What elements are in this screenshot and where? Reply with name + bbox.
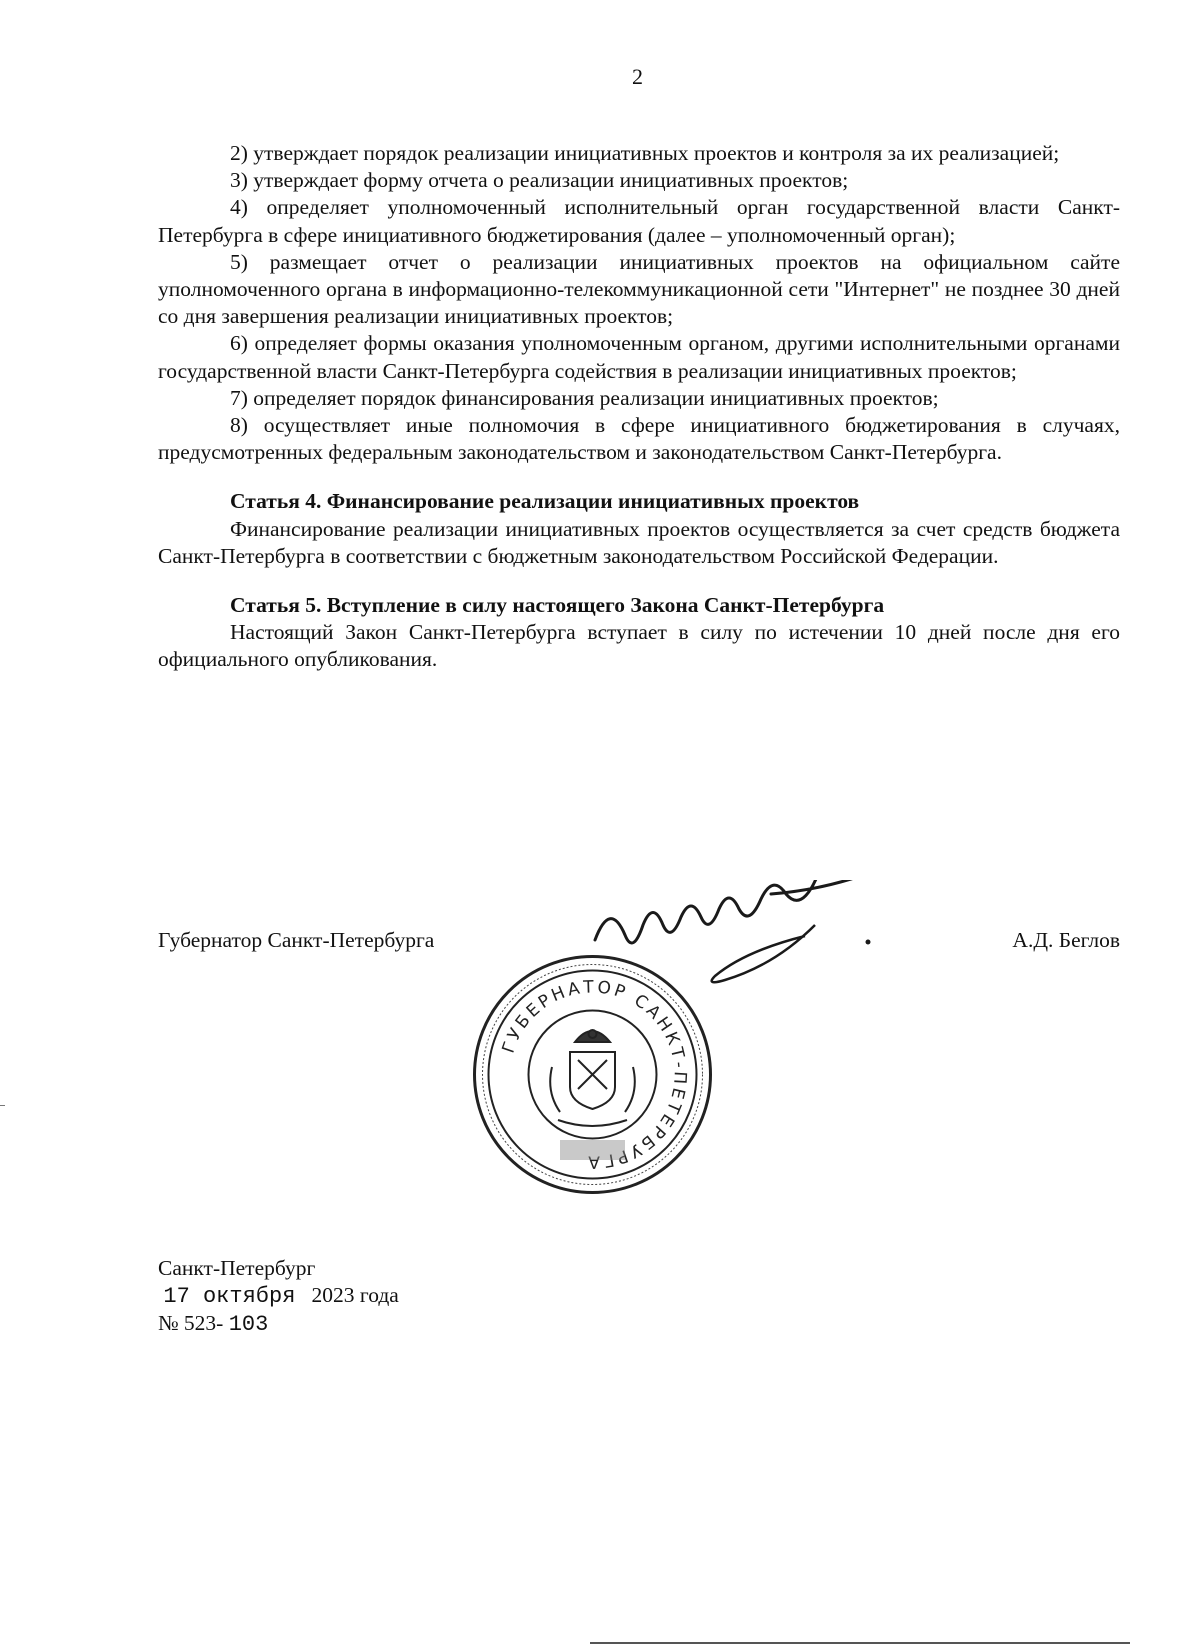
page-number: 2 bbox=[632, 64, 643, 89]
coat-of-arms-icon bbox=[550, 1030, 635, 1126]
number-value: 103 bbox=[228, 1312, 269, 1337]
list-item: 2) утверждает порядок реализации инициативных проектов и контроля за их реализацией; bbox=[230, 141, 1060, 165]
article-5-heading: Статья 5. Вступление в силу настоящего Закона Санкт-Петербурга bbox=[230, 593, 885, 618]
list-item: 7) определяет порядок финансирования реализации инициативных проектов; bbox=[230, 385, 939, 410]
document-date bbox=[158, 1282, 399, 1310]
city: Санкт-Петербург bbox=[158, 1256, 316, 1280]
list-item: 3) утверждает форму отчета о реализации инициативных проектов; bbox=[230, 168, 849, 193]
list-item: 5) размещает отчет о реализации инициативных проектов на официальном сайте уполномоченного органа в информационно-телекоммуникационной сети "Интернет" не позднее 30 дней со дня завершения реализации инициативных проектов; bbox=[158, 249, 1120, 329]
article-5-text: Настоящий Закон Санкт-Петербурга вступает в силу по истечении 10 дней после дня его официального опубликования. bbox=[158, 620, 1120, 672]
signatory-name: А.Д. Беглов bbox=[1012, 928, 1120, 952]
date-year: 2023 года bbox=[311, 1283, 399, 1307]
signatory-title: Губернатор Санкт-Петербурга bbox=[158, 928, 435, 952]
handwritten-signature bbox=[585, 880, 985, 990]
seal-text: ГУБЕРНАТОР САНКТ-ПЕТЕРБУРГА bbox=[498, 977, 690, 1172]
document-number bbox=[158, 1310, 399, 1338]
document-footer bbox=[158, 1255, 399, 1338]
article-4-heading: Статья 4. Финансирование реализации инициативных проектов bbox=[230, 489, 860, 514]
article-4-text: Финансирование реализации инициативных проектов осуществляется за счет средств бюджета Санкт-Петербурга в соответствии с бюджетным законодательством Российской Федерации. bbox=[158, 516, 1120, 568]
document-body bbox=[158, 140, 1120, 674]
bottom-rule bbox=[590, 1642, 1130, 1644]
number-prefix: № 523- bbox=[158, 1311, 224, 1335]
date-day-month: 17 октября bbox=[163, 1284, 296, 1309]
list-item: 8) осуществляет иные полномочия в сфере инициативного бюджетирования в случаях, предусмотренных федеральным законодательством и законодательством Санкт-Петербурга. bbox=[158, 413, 1120, 465]
list-item: 4) определяет уполномоченный исполнительный орган государственной власти Санкт-Петербурга в сфере инициативного бюджетирования (далее – уполномоченный орган); bbox=[158, 195, 1120, 247]
scan-mark bbox=[0, 1105, 5, 1106]
list-item: 6) определяет формы оказания уполномоченным органом, другими исполнительными органами государственной власти Санкт-Петербурга содействия в реализации инициативных проектов; bbox=[158, 331, 1120, 383]
